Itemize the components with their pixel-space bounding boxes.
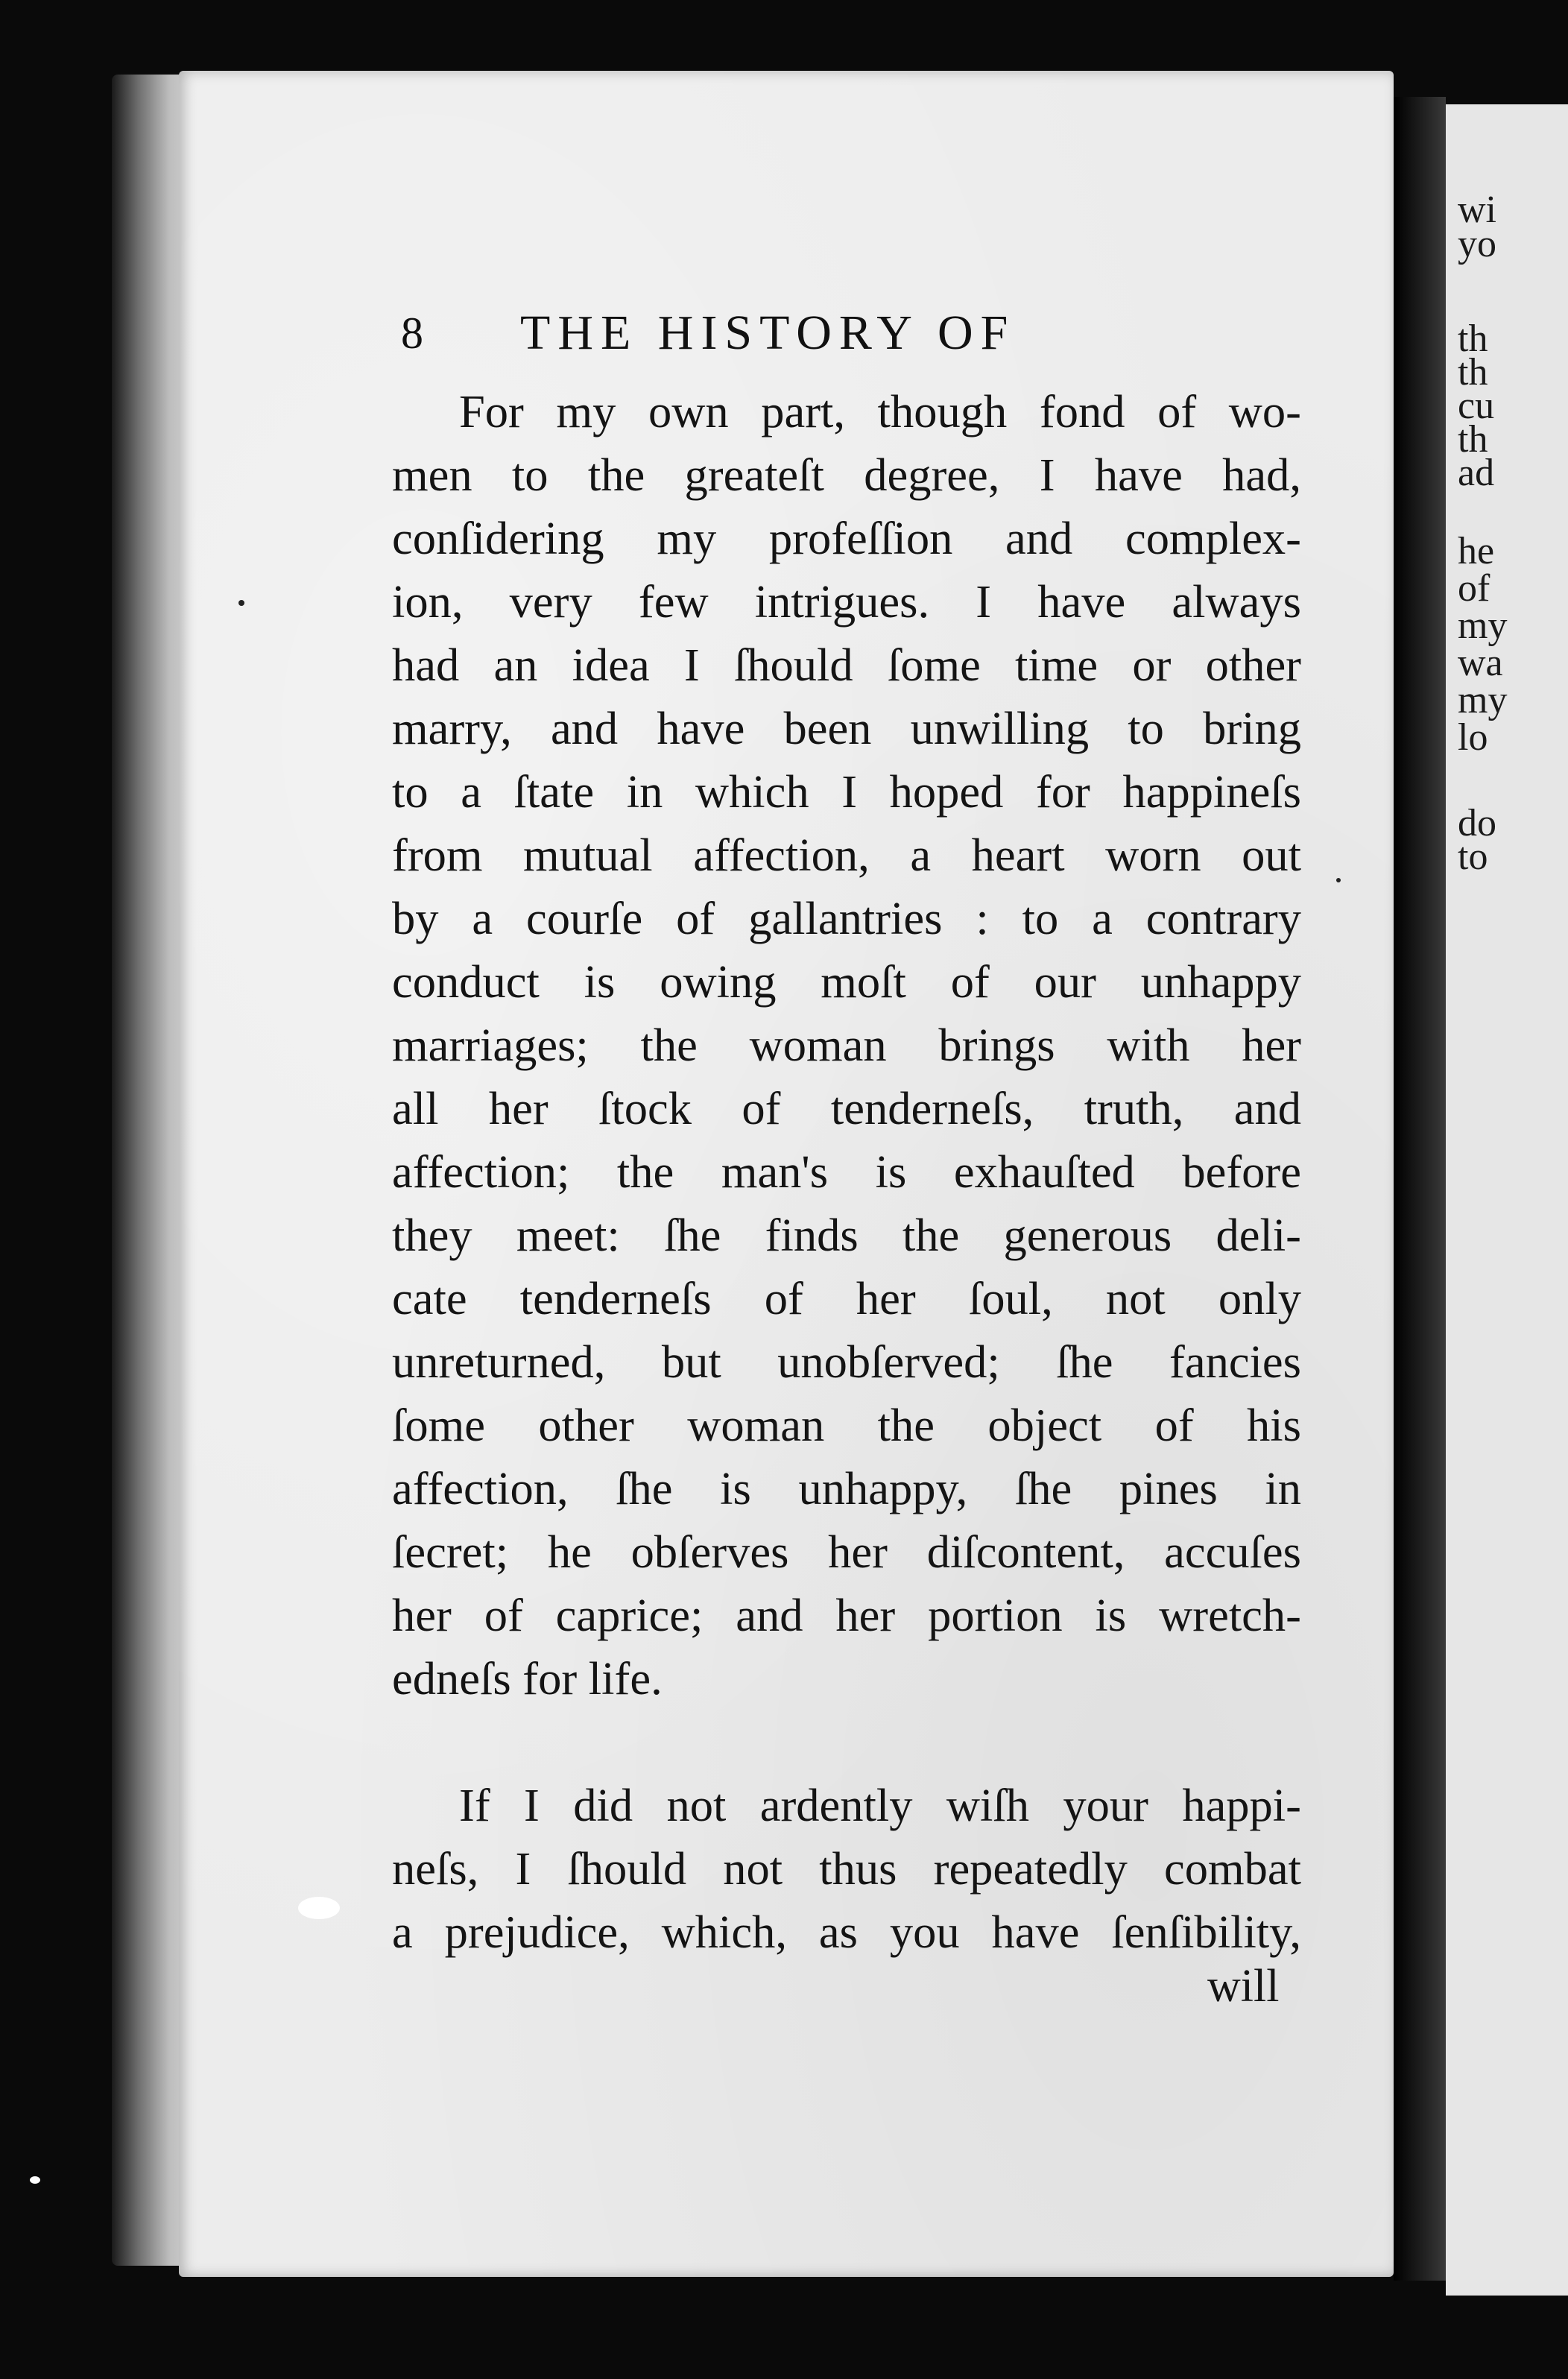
adjacent-fragment: lo	[1458, 716, 1488, 759]
paragraph-gap	[392, 1710, 1301, 1774]
text-line: all her ſtock of tenderneſs, truth, and	[392, 1082, 1301, 1134]
text-line: had an idea I ſhould ſome time or other	[392, 639, 1301, 691]
catchword: will	[1207, 1961, 1280, 2012]
text-line: For my own part, though fond of wo-	[459, 385, 1301, 437]
text-line: conſidering my profeſſion and complex-	[392, 512, 1301, 564]
scan-speck	[30, 2176, 40, 2184]
text-line: ſecret; he obſerves her diſcontent, accuſes	[392, 1526, 1301, 1578]
adjacent-fragment: yo	[1458, 223, 1496, 265]
adjacent-fragment: cu	[1458, 385, 1495, 427]
scan-speck	[298, 1897, 340, 1919]
text-line: ion, very few intrigues. I have always	[392, 575, 1301, 628]
adjacent-fragment: th	[1458, 351, 1488, 394]
adjacent-fragment: he	[1458, 530, 1495, 572]
adjacent-fragment: th	[1458, 317, 1488, 360]
text-line: men to the greateſt degree, I have had,	[392, 449, 1301, 501]
adjacent-page	[1446, 104, 1568, 2296]
text-line: marriages; the woman brings with her	[392, 1019, 1301, 1071]
text-line: affection; the man's is exhauſted before	[392, 1146, 1301, 1198]
text-line: edneſs for life.	[392, 1652, 663, 1705]
text-line: her of caprice; and her portion is wretch-	[392, 1589, 1301, 1641]
adjacent-fragment: my	[1458, 604, 1508, 647]
text-line: by a courſe of gallantries : to a contrary	[392, 892, 1301, 944]
text-line: to a ſtate in which I hoped for happineſs	[392, 765, 1301, 818]
text-line: they meet: ſhe finds the generous deli-	[392, 1209, 1301, 1261]
adjacent-fragment: wi	[1458, 189, 1496, 231]
text-line: a prejudice, which, as you have ſenſibility,	[392, 1906, 1301, 1958]
body-text	[392, 380, 1301, 1964]
text-line: marry, and have been unwilling to bring	[392, 702, 1301, 754]
page-fold	[1394, 97, 1446, 2281]
adjacent-fragment: of	[1458, 567, 1490, 610]
text-line: ſome other woman the object of his	[392, 1399, 1301, 1451]
text-line: If I did not ardently wiſh your happi-	[459, 1779, 1301, 1831]
text-line: neſs, I ſhould not thus repeatedly combat	[392, 1842, 1301, 1895]
text-line: cate tenderneſs of her ſoul, not only	[392, 1272, 1301, 1324]
text-line: unreturned, but unobſerved; ſhe fancies	[392, 1336, 1301, 1388]
text-line: conduct is owing moſt of our unhappy	[392, 955, 1301, 1008]
adjacent-fragment: to	[1458, 835, 1488, 878]
adjacent-fragment: wa	[1458, 642, 1503, 684]
text-line: affection, ſhe is unhappy, ſhe pines in	[392, 1462, 1301, 1514]
running-title: THE HISTORY OF	[520, 306, 1016, 360]
adjacent-fragment: do	[1458, 802, 1496, 844]
adjacent-fragment: ad	[1458, 452, 1495, 494]
scan-speck	[1336, 878, 1341, 882]
adjacent-fragment: my	[1458, 679, 1508, 721]
page-header	[401, 302, 1303, 369]
adjacent-fragment: th	[1458, 418, 1488, 461]
page-number: 8	[401, 309, 423, 358]
text-line: from mutual affection, a heart worn out	[392, 829, 1301, 881]
scan-speck	[238, 600, 244, 606]
